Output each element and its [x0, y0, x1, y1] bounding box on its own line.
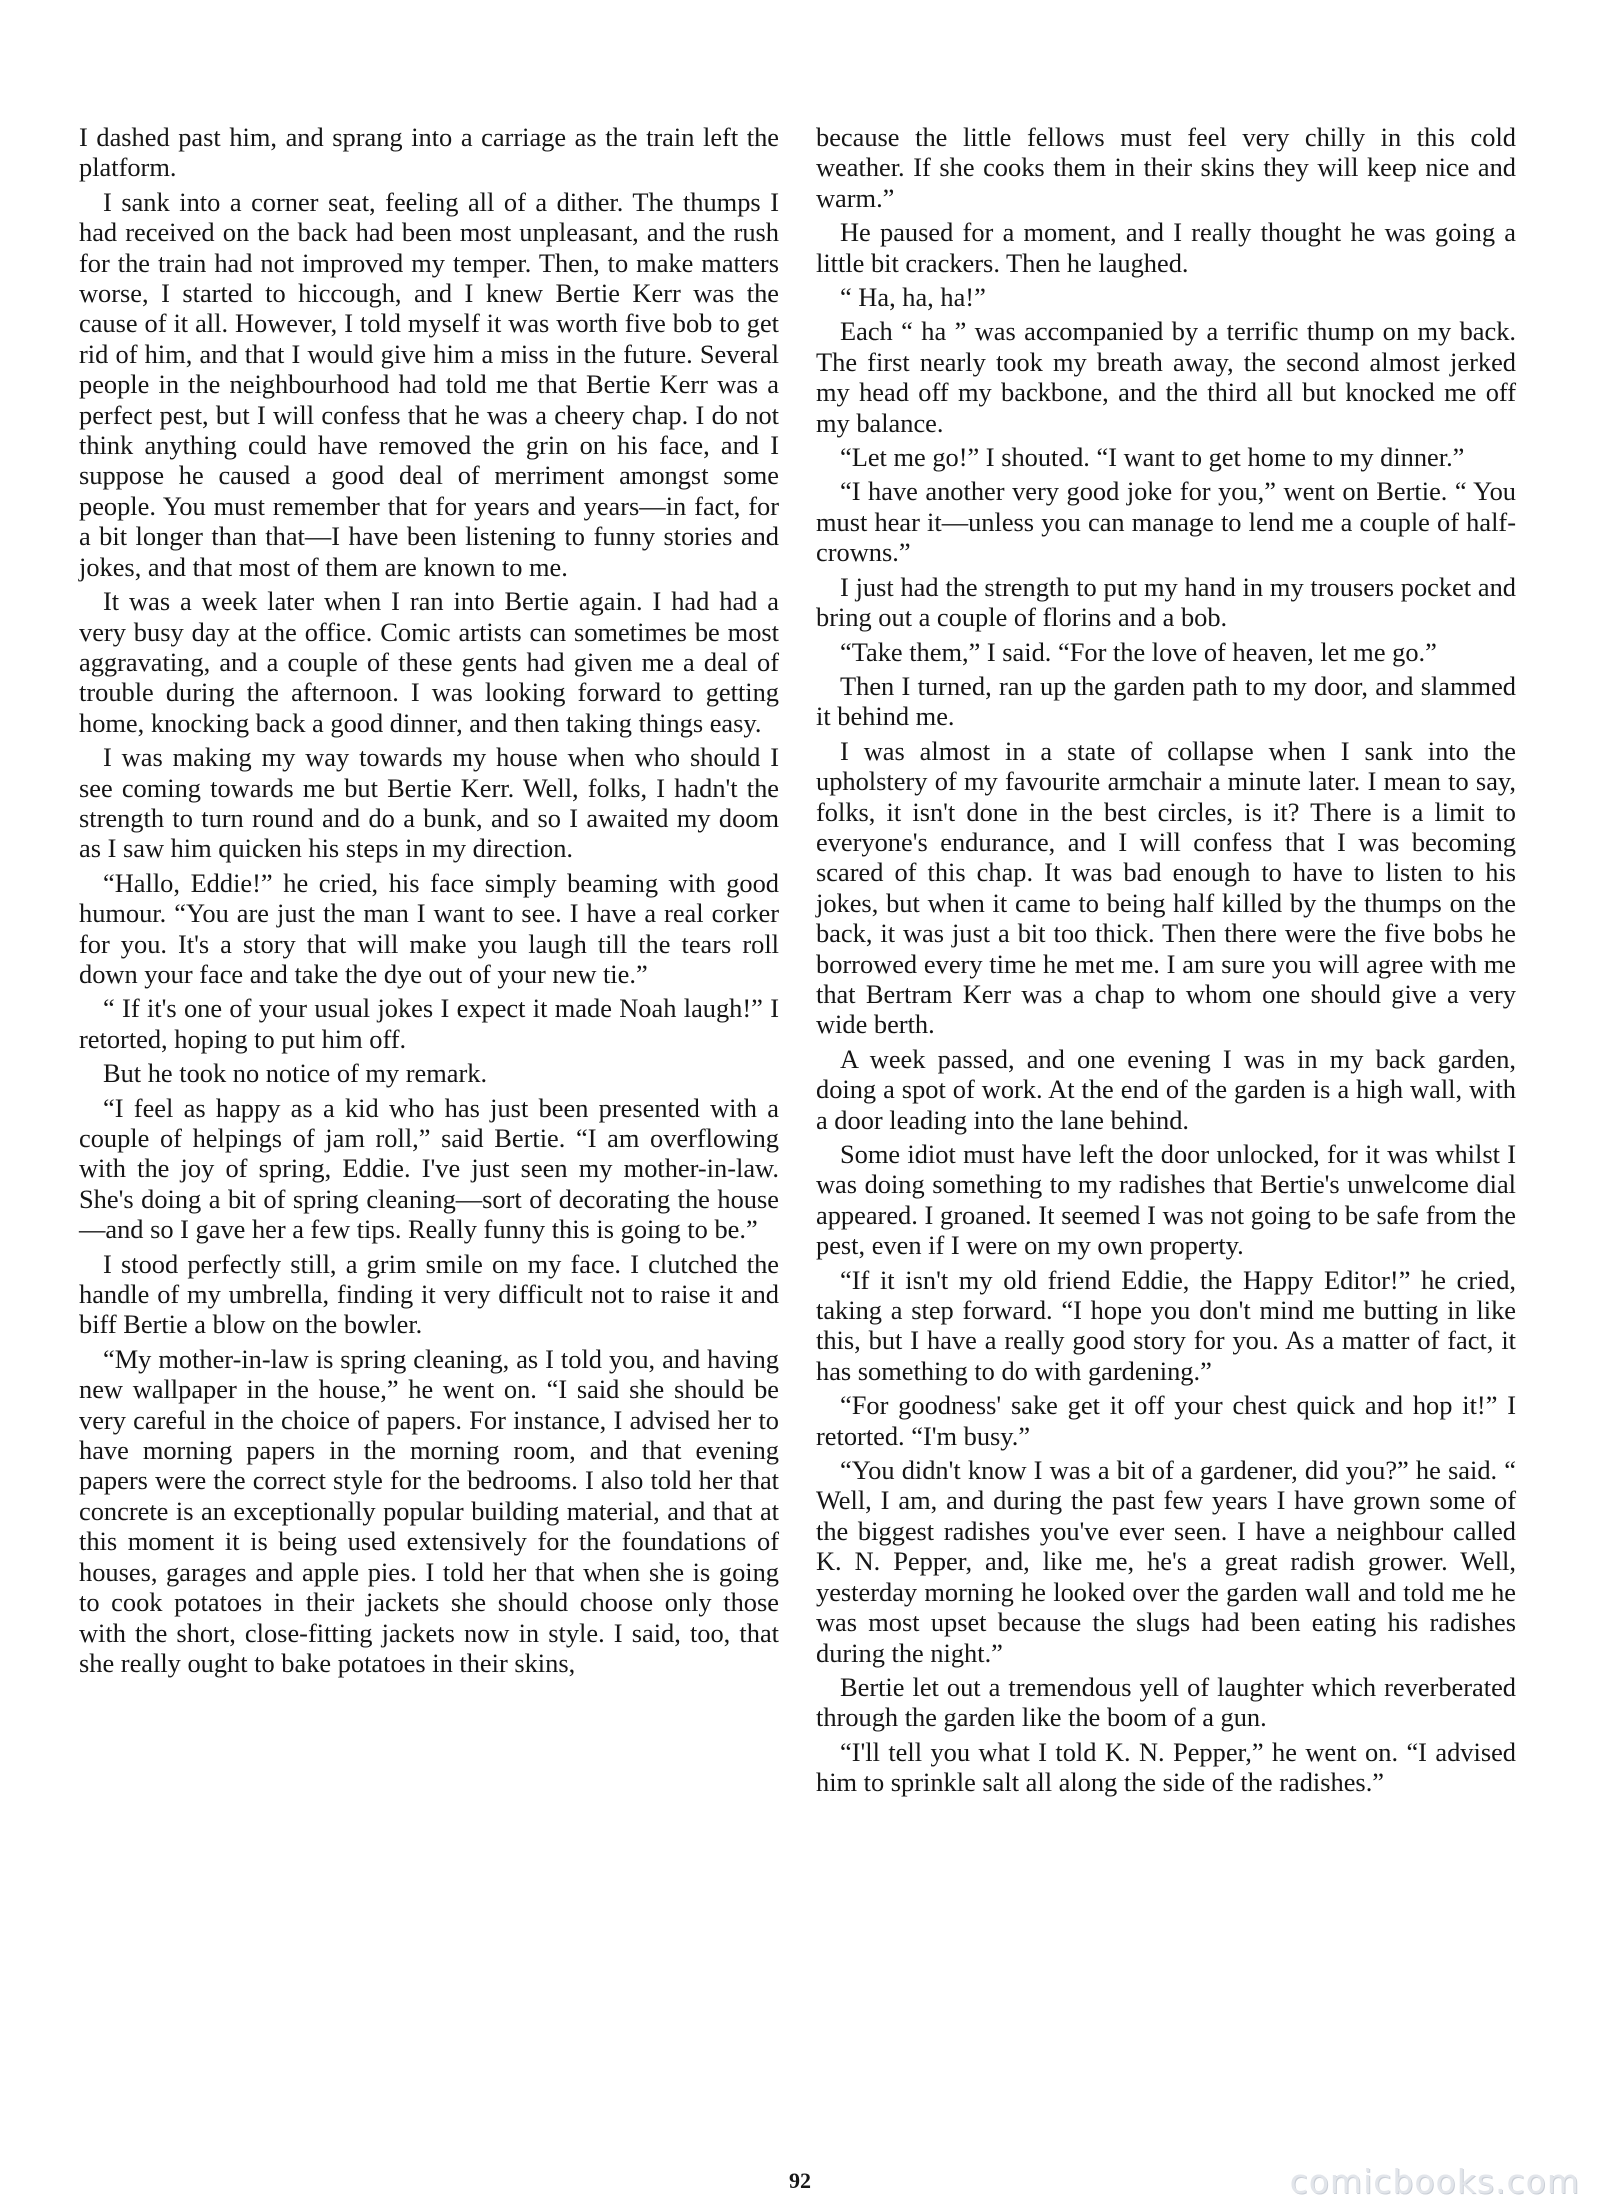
paragraph: I stood perfectly still, a grim smile on my face. I clutched the handle of my umbrella, finding it very difficult not to raise it and biff Bertie a blow on the bowler.	[79, 1248, 779, 1340]
paragraph: “My mother-in-law is spring cleaning, as I told you, and having new wallpaper in the house,” he went on. “I said she should be very careful in the choice of papers. For instance, I advised her to have morning papers in the morning room, and that evening papers were the correct style for the bedrooms. I also told her that concrete is an exceptionally popular building material, and that at this moment it is being used extensively for the foundations of houses, garages and apple pies. I told her that when she is going to cook potatoes in their jackets she should choose only those with the short, close-fitting jackets now in style. I said, too, that she really ought to bake potatoes in their skins,	[79, 1343, 779, 1678]
paragraph: I sank into a corner seat, feeling all of a dither. The thumps I had received on the back had been most unpleasant, and the rush for the train had not improved my temper. Then, to make matters worse, I started to hiccough, and I knew Bertie Kerr was the cause of it all. However, I told myself it was worth five bob to get rid of him, and that I would give him a miss in the future. Several people in the neighbourhood had told me that Bertie Kerr was a perfect pest, but I will confess that he was a cheery chap. I do not think anything could have removed the grin on his face, and I suppose he caused a good deal of merriment amongst some people. You must remember that for years and years—in fact, for a bit longer than that—I have been listening to funny stories and jokes, and that most of them are known to me.	[79, 186, 779, 582]
paragraph: “Let me go!” I shouted. “I want to get home to my dinner.”	[840, 442, 1465, 473]
paragraph: Some idiot must have left the door unlocked, for it was whilst I was doing something to my radishes that Bertie's unwelcome dial appeared. I groaned. It seemed I was not going to be safe from the pest, even if I were on my own property.	[816, 1139, 1516, 1261]
paragraph: “If it isn't my old friend Eddie, the Happy Editor!” he cried, taking a step forward. “I hope you don't mind me butting in like this, but I have a really good story for you. As a matter of fact, it has something to do with gardening.”	[816, 1264, 1516, 1386]
paragraph: “ If it's one of your usual jokes I expect it made Noah laugh!” I retorted, hoping to put him off.	[79, 993, 779, 1054]
page-number: 92	[789, 2168, 811, 2193]
paragraph: Bertie let out a tremendous yell of laughter which reverberated through the garden like the boom of a gun.	[816, 1671, 1516, 1733]
paragraph: I was making my way towards my house when who should I see coming towards me but Bertie Kerr. Well, folks, I hadn't the strength to turn round and do a bunk, and so I awaited my doom as I saw him quicken his steps in my direction.	[79, 742, 779, 864]
paragraph: “I feel as happy as a kid who has just been presented with a couple of helpings of jam roll,” said Bertie. “I am overflowing with the joy of spring, Eddie. I've just seen my mother-in-law. She's doing a bit of spring cleaning—sort of decorating the house—and so I gave her a few tips. Really funny this is going to be.”	[79, 1092, 779, 1245]
paragraph: I was almost in a state of collapse when I sank into the upholstery of my favourite armchair a minute later. I mean to say, folks, it isn't done in the best circles, is it? There is a limit to everyone's endurance, and I will confess that I was becoming scared of this chap. It was bad enough to have to listen to his jokes, but when it came to being half killed by the thumps on the back, it was just a bit too thick. Then there were the five bobs he borrowed every time he met me. I am sure you will agree with me that Bertram Kerr was a chap to whom one should give a very wide berth.	[816, 735, 1516, 1040]
paragraph: “I'll tell you what I told K. N. Pepper,” he went on. “I advised him to sprinkle salt all along the side of the radishes.”	[816, 1736, 1516, 1798]
paragraph: “Hallo, Eddie!” he cried, his face simply beaming with good humour. “You are just the man I want to see. I have a real corker for you. It's a story that will make you laugh till the tears roll down your face and take the dye out of your new tie.”	[79, 867, 779, 989]
paragraph: Each “ ha ” was accompanied by a terrific thump on my back. The first nearly took my breath away, the second almost jerked my head off my backbone, and the third all but knocked me off my balance.	[816, 316, 1516, 438]
right-text-column	[816, 122, 1516, 1802]
watermark: comicbooks.com	[1289, 2162, 1580, 2201]
paragraph: But he took no notice of my remark.	[103, 1058, 488, 1089]
paragraph: “ Ha, ha, ha!”	[840, 282, 986, 313]
paragraph: He paused for a moment, and I really thought he was going a little bit crackers. Then he laughed.	[816, 217, 1516, 278]
paragraph: Then I turned, ran up the garden path to my door, and slammed it behind me.	[816, 670, 1516, 732]
paragraph: It was a week later when I ran into Bertie again. I had had a very busy day at the office. Comic artists can sometimes be most aggravating, and a couple of these gents had given me a deal of trouble during the afternoon. I was looking forward to getting home, knocking back a good dinner, and then taking things easy.	[79, 586, 779, 738]
paragraph: A week passed, and one evening I was in my back garden, doing a spot of work. At the end of the garden is a high wall, with a door leading into the lane behind.	[816, 1043, 1516, 1135]
paragraph: “You didn't know I was a bit of a gardener, did you?” he said. “ Well, I am, and during the past few years I have grown some of the biggest radishes you've ever seen. I have a neighbour called K. N. Pepper, and, like me, he's a great radish grower. Well, yesterday morning he looked over the garden wall and told me he was most upset because the slugs had been eating his radishes during the night.”	[816, 1455, 1516, 1668]
paragraph: I dashed past him, and sprang into a carriage as the train left the platform.	[79, 122, 779, 183]
paragraph: “Take them,” I said. “For the love of heaven, let me go.”	[840, 636, 1437, 667]
paragraph: I just had the strength to put my hand in my trousers pocket and bring out a couple of florins and a bob.	[816, 571, 1516, 633]
paragraph: because the little fellows must feel very chilly in this cold weather. If she cooks them in their skins they will keep nice and warm.”	[816, 122, 1516, 213]
left-text-column	[79, 122, 779, 1682]
paragraph: “For goodness' sake get it off your chest quick and hop it!” I retorted. “I'm busy.”	[816, 1390, 1516, 1451]
paragraph: “I have another very good joke for you,” went on Bertie. “ You must hear it—unless you can manage to lend me a couple of half-crowns.”	[816, 476, 1516, 568]
